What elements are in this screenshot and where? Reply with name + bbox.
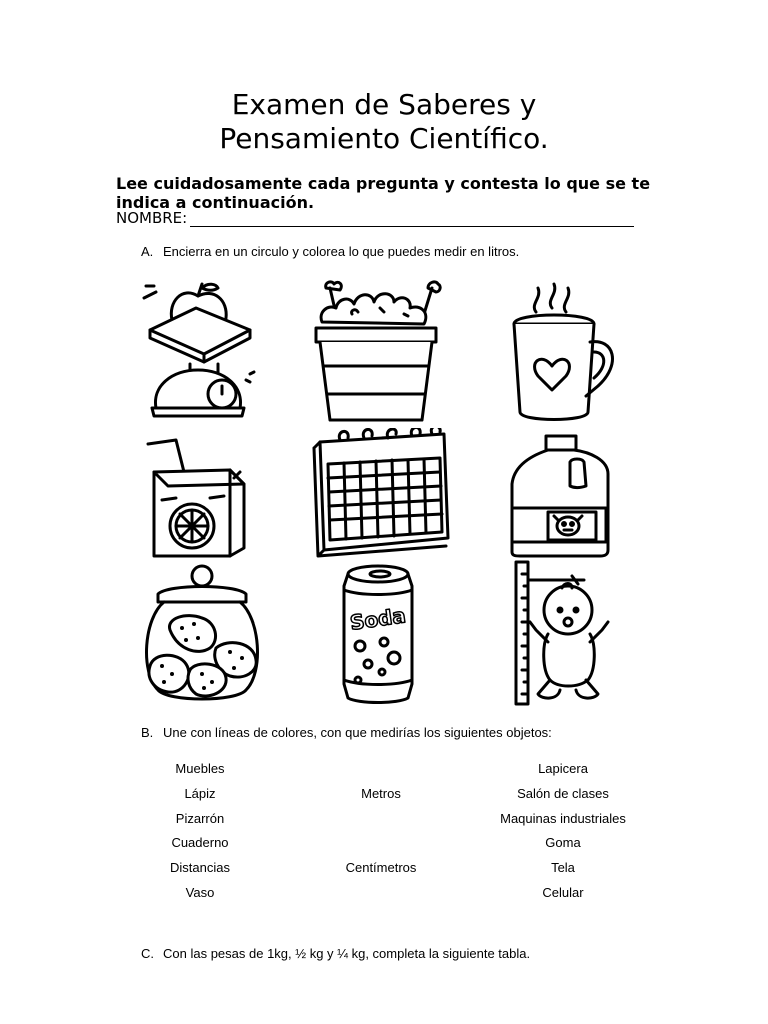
left-item: Cuaderno — [171, 835, 229, 851]
right-item: Maquinas industriales — [500, 810, 626, 826]
right-item: Goma — [545, 835, 581, 851]
question-b-text: Une con líneas de colores, con que medirías los siguientes objetos: — [163, 725, 552, 740]
milk-jug-image[interactable] — [508, 432, 612, 560]
right-item: Lapicera — [538, 761, 588, 776]
question-c — [141, 946, 530, 961]
name-field — [116, 209, 634, 227]
middle-item: Metros — [361, 785, 401, 801]
calendar-image[interactable] — [306, 428, 454, 560]
left-item: Pizarrón — [175, 810, 225, 826]
question-b — [141, 725, 552, 740]
middle-column — [321, 757, 441, 906]
hot-mug-image[interactable] — [502, 282, 620, 428]
scale-with-apple-image[interactable] — [138, 278, 263, 428]
left-item: Muebles — [175, 761, 225, 776]
title-line-2: Pensamiento Científico. — [219, 122, 549, 155]
chicken-bucket-image[interactable] — [308, 278, 448, 428]
title-line-1: Examen de Saberes y — [231, 88, 537, 121]
instructions: Lee cuidadosamente cada pregunta y contesta lo que se te indica a continuación. — [116, 174, 651, 212]
soda-label: Soda — [348, 603, 408, 635]
question-a — [141, 244, 519, 259]
right-item: Salón de clases — [517, 785, 609, 801]
middle-item: Centímetros — [345, 860, 417, 876]
middle-item — [321, 831, 441, 856]
middle-item — [321, 757, 441, 782]
right-item: Celular — [542, 884, 584, 900]
cookie-jar-image[interactable] — [138, 562, 266, 708]
baby-height-chart-image[interactable] — [502, 560, 622, 708]
middle-item — [321, 807, 441, 832]
question-a-text: Encierra en un circulo y colorea lo que puedes medir en litros. — [163, 244, 520, 259]
question-b-letter: B. — [141, 725, 154, 740]
left-item: Distancias — [170, 860, 230, 876]
question-c-text: Con las pesas de 1kg, ½ kg y ¼ kg, completa la siguiente tabla. — [163, 946, 531, 961]
left-column — [140, 757, 260, 906]
juice-box-image[interactable] — [140, 432, 255, 562]
name-blank-line[interactable] — [190, 212, 634, 227]
question-a-letter: A. — [141, 244, 154, 259]
soda-can-image[interactable] — [338, 562, 418, 708]
middle-item — [321, 881, 441, 906]
left-item: Lápiz — [184, 785, 216, 801]
question-c-letter: C. — [141, 946, 154, 961]
left-item: Vaso — [185, 884, 215, 900]
name-label: NOMBRE: — [116, 209, 188, 227]
right-item: Tela — [551, 860, 575, 876]
right-column — [478, 757, 648, 906]
